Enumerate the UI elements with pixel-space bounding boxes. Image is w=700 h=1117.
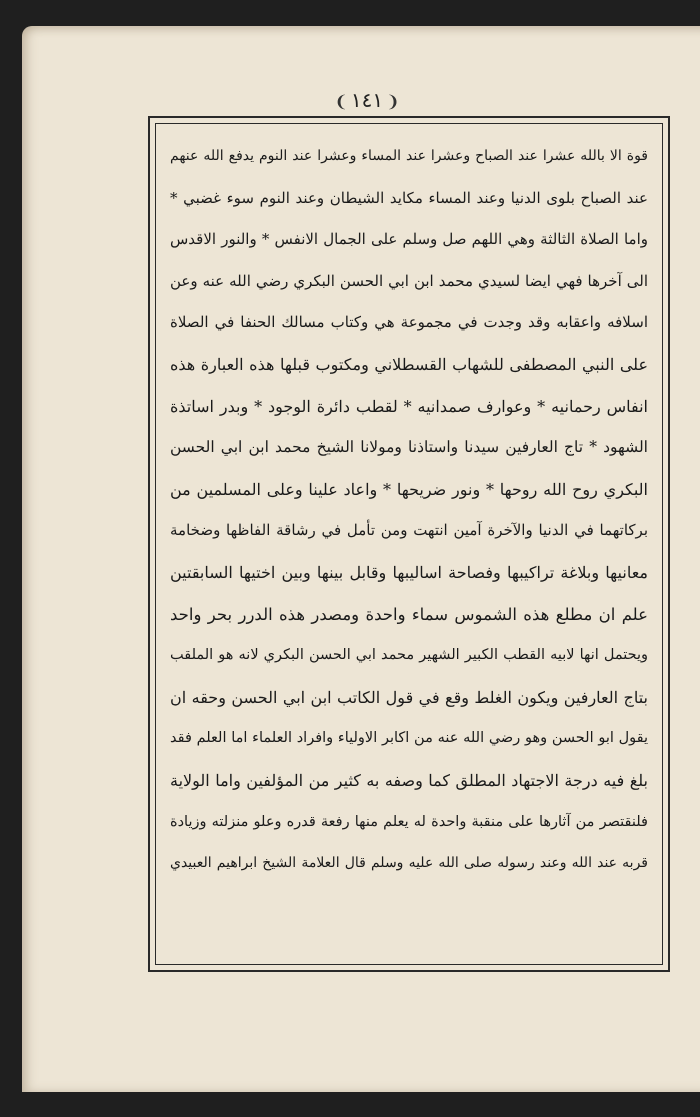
page-number-header xyxy=(22,88,700,112)
text-line: على النبي المصطفى للشهاب القسطلاني ومكتوب قبلها هذه العبارة هذه xyxy=(170,354,648,374)
text-frame-inner xyxy=(155,123,663,965)
book-page xyxy=(22,26,700,1092)
text-line: البكري روح الله روحها * ونور ضريحها * واعاد علينا وعلى المسلمين من xyxy=(170,479,648,499)
text-line: علم ان مطلع هذه الشموس سماء واحدة ومصدر هذه الدرر بحر واحد xyxy=(170,604,648,624)
text-line: ويحتمل انها لابيه القطب الكبير الشهير محمد ابي الحسن البكري لانه هو الملقب xyxy=(170,647,648,664)
text-line: اسلافه واعقابه وقد وجدت في مجموعة هي وكتاب مسالك الحنفا في الصلاة xyxy=(170,313,648,332)
text-line: بتاج العارفين ويكون الغلط وقع في قول الكاتب ابن ابي الحسن وحقه ان xyxy=(170,687,648,707)
text-line: الى آخرها فهي ايضا لسيدي محمد ابن ابي الحسن البكري رضي الله عنه وعن xyxy=(170,271,648,290)
text-line: بلغ فيه درجة الاجتهاد المطلق كما وصفه به كثير من المؤلفين واما الولاية xyxy=(170,770,648,790)
text-line: قربه عند الله وعند رسوله صلى الله عليه وسلم قال العلامة الشيخ ابراهيم العبيدي xyxy=(170,855,648,872)
text-line: انفاس رحمانيه * وعوارف صمدانيه * لقطب دائرة الوجود * وبدر اساتذة xyxy=(170,396,648,416)
text-line: عند الصباح بلوى الدنيا وعند المساء مكايد الشيطان وعند النوم سوء غضبي * xyxy=(170,188,648,207)
text-line: معانيها وبلاغة تراكيبها وفصاحة اساليبها وقابل بينها وبين اختيها السابقتين xyxy=(170,562,648,582)
text-line: بركاتهما في الدنيا والآخرة آمين انتهت ومن تأمل في رشاقة الفاظها وضخامة xyxy=(170,521,648,540)
text-frame-outer xyxy=(148,116,670,972)
text-line: الشهود * تاج العارفين سيدنا واستاذنا ومولانا الشيخ محمد ابن ابي الحسن xyxy=(170,438,648,457)
page-number: ١٤١ xyxy=(350,88,384,112)
ornament-right-icon: ❩ xyxy=(386,92,400,111)
text-block xyxy=(170,136,648,885)
ornament-left-icon: ❨ xyxy=(334,92,348,111)
text-line: قوة الا بالله عشرا عند الصباح وعشرا عند المساء وعشرا عند النوم يدفع الله عنهم xyxy=(170,148,648,164)
text-line: فلنقتصر من آثارها على منقبة واحدة له يعلم منها رفعة قدره وعلو منزلته وزيادة xyxy=(170,813,648,830)
text-line: يقول ابو الحسن وهو رضي الله عنه من اكابر الاولياء وافراد العلماء اما العلم فقد xyxy=(170,730,648,747)
text-line: واما الصلاة الثالثة وهي اللهم صل وسلم على الجمال الانفس * والنور الاقدس xyxy=(170,230,648,249)
